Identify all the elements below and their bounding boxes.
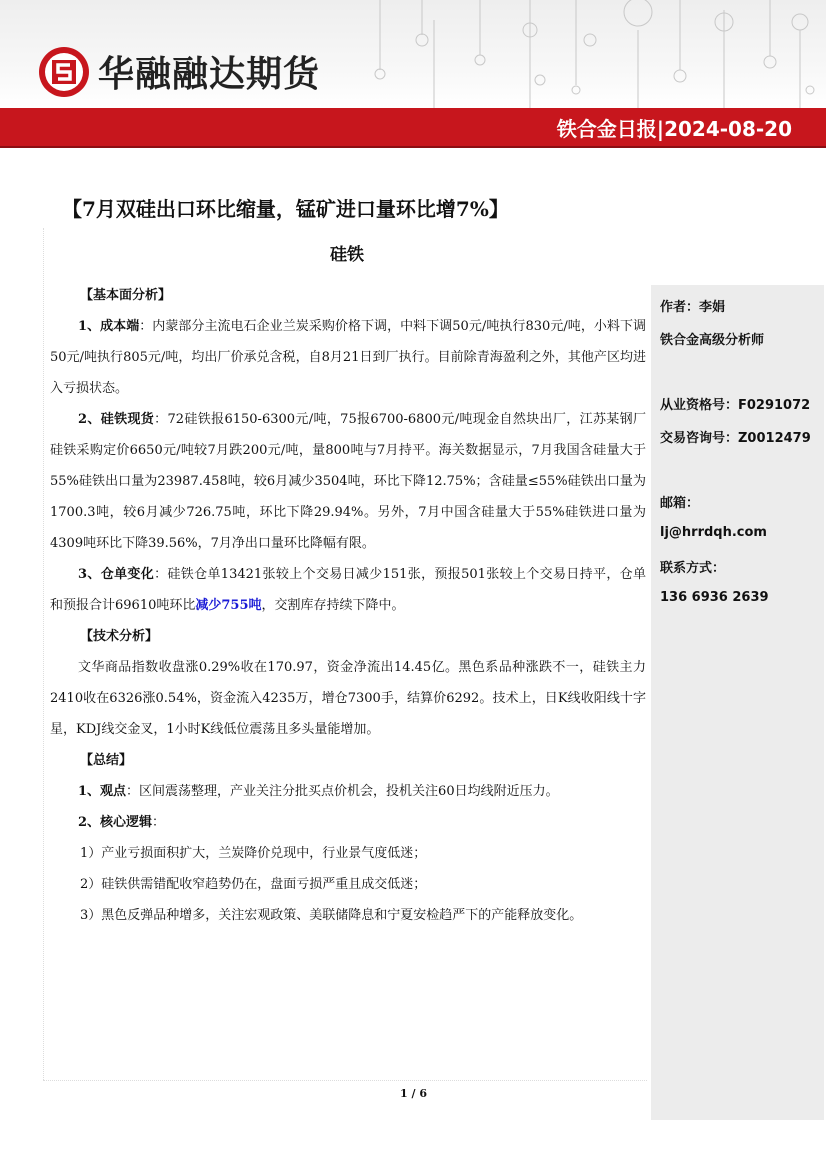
email-label: 邮箱：	[660, 496, 700, 511]
text-spot: ：72硅铁报6150-6300元/吨，75报6700-6800元/吨现金自然块出厂，江苏某钢厂硅铁采购定价6650元/吨较7月跌200元/吨，量800吨与7月持平。海关数据显示，7月我国含硅量大于55%硅铁出口量为23987.458吨，较6月减少3504吨，环比下降12.75%；含硅量≤55%硅铁出口量为1700.3吨，较6月减少726.75吨，环比下降29.94%。另外，7月中国含硅量大于55%硅铁进口量为4309吨环比下降39.56%，7月净出口量环比降幅有限。	[50, 412, 647, 551]
contact-label: 联系方式：	[660, 561, 726, 576]
content-border-bottom	[43, 1080, 647, 1081]
content-border-left	[43, 228, 44, 1080]
report-body	[50, 280, 646, 931]
text-warrant-b: ，交割库存持续下降中。	[261, 598, 405, 613]
report-title: 铁合金日报|2024-08-20	[556, 117, 792, 141]
label-warrant: 3、仓单变化	[78, 567, 155, 582]
warrant-highlight: 减少755吨	[195, 598, 262, 613]
email-link[interactable]: lj@hrrdqh.com	[660, 525, 767, 540]
paragraph-warrant	[50, 559, 646, 621]
paragraph-cost	[50, 311, 646, 404]
text-warrant-a: ：硅铁仓单13421张较上个交易日减少151张，预报501张较上个交易日持平，仓单和预报合计69610吨环比	[50, 567, 646, 613]
logic-item: 2）硅铁供需错配收窄趋势仍在，盘面亏损严重且成交低迷；	[80, 877, 427, 892]
heading-technical: 【技术分析】	[80, 629, 159, 644]
brand-name: 华融融达期货	[98, 54, 321, 95]
page-number: 1 / 6	[400, 1087, 427, 1100]
phone-number: 136 6936 2639	[660, 590, 769, 605]
logic-item: 1）产业亏损面积扩大，兰炭降价兑现中，行业景气度低迷；	[80, 846, 427, 861]
section-subtitle: 硅铁	[330, 245, 364, 265]
paragraph-logic	[50, 807, 646, 838]
text-cost: ：内蒙部分主流电石企业兰炭采购价格下调，中料下调50元/吨执行830元/吨，小料下调50元/吨执行805元/吨，均出厂价承兑含税，自8月21日到厂执行。目前除青海盈利之外，其他产区均进入亏损状态。	[50, 319, 646, 396]
logic-colon: ：	[152, 815, 166, 830]
text-view: ：区间震荡整理，产业关注分批买点价机会，投机关注60日均线附近压力。	[126, 784, 559, 799]
paragraph-technical: 文华商品指数收盘涨0.29%收在170.97，资金净流出14.45亿。黑色系品种涨跌不一，硅铁主力2410收在6326涨0.54%，资金流入4235万，增仓7300手，结算价6292。技术上，日K线收阳线十字星，KDJ线交金叉，1小时K线低位震荡且多头量能增加。	[50, 660, 646, 737]
author-role: 铁合金高级分析师	[660, 333, 765, 348]
consult-number: 交易咨询号：Z0012479	[660, 431, 811, 446]
paragraph-view	[50, 776, 646, 807]
label-view: 1、观点	[78, 784, 127, 799]
label-spot: 2、硅铁现货	[78, 412, 155, 427]
label-logic: 2、核心逻辑	[78, 815, 153, 830]
paragraph-spot	[50, 404, 646, 559]
header-decoration	[340, 0, 826, 108]
company-logo	[38, 46, 90, 98]
title-bar-shadow	[0, 146, 826, 148]
license-number: 从业资格号：F0291072	[660, 398, 811, 413]
headline: 【7月双硅出口环比缩量，锰矿进口量环比增7%】	[62, 197, 509, 221]
heading-summary: 【总结】	[80, 753, 133, 768]
label-cost: 1、成本端	[78, 319, 140, 334]
heading-fundamental: 【基本面分析】	[80, 288, 172, 303]
author-name: 作者：李娟	[660, 300, 726, 315]
logic-item: 3）黑色反弹品种增多，关注宏观政策、美联储降息和宁夏安检趋严下的产能释放变化。	[80, 908, 583, 923]
